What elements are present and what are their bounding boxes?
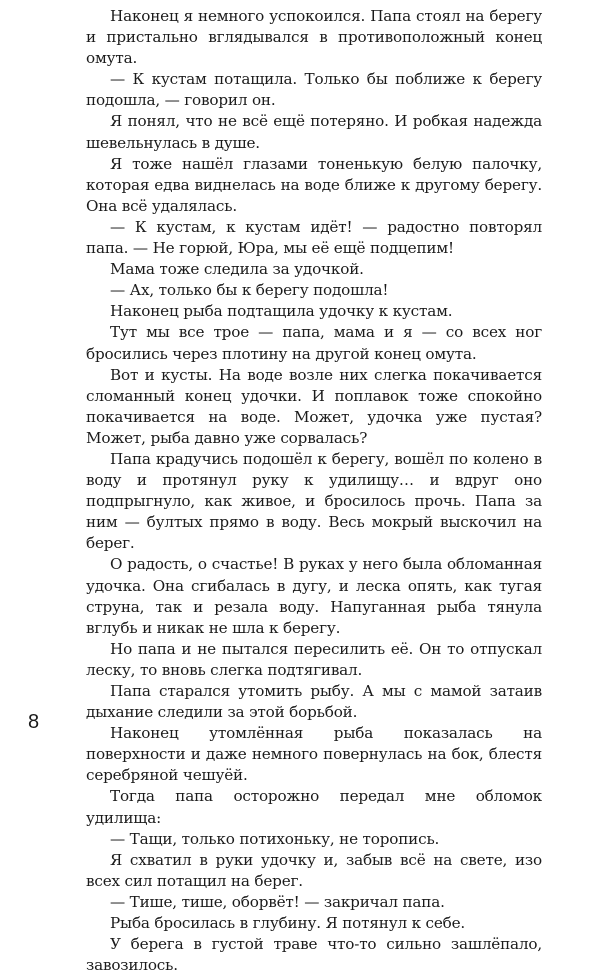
paragraph-12: О радость, о счастье! В руках у него была обломанная удочка. Она сгибалась в дугу, и леска опять, как тугая струна, так и резала воду. Напуганная рыба тянула вглубь и никак не шла к берегу. bbox=[86, 555, 542, 637]
story-text bbox=[86, 6, 542, 976]
paragraph-5: — К кустам, к кустам идёт! — радостно повторял папа. — Не горюй, Юра, мы её ещё подцепим! bbox=[86, 217, 542, 258]
paragraph-11: Папа крадучись подошёл к берегу, вошёл по колено в воду и протянул руку к удилищу… и вдруг оно подпрыгнуло, как живое, и бросилось прочь. Папа за ним — бултых прямо в воду. Весь мокрый выскочил на берег. bbox=[86, 449, 542, 553]
paragraph-4: Я тоже нашёл глазами тоненькую белую палочку, которая едва виднелась на воде ближе к другому берегу. Она всё удалялась. bbox=[86, 154, 542, 215]
paragraph-6: Мама тоже следила за удочкой. bbox=[110, 260, 364, 279]
paragraph-20: Рыба бросилась в глубину. Я потянул к себе. bbox=[110, 914, 466, 933]
paragraph-10: Вот и кусты. На воде возле них слегка покачивается сломанный конец удочки. И поплавок тоже спокойно покачивается на воде. Может, удочка уже пустая? Может, рыба давно уже сорвалась? bbox=[86, 365, 542, 447]
paragraph-3: Я понял, что не всё ещё потеряно. И робкая надежда шевельнулась в душе. bbox=[86, 112, 542, 152]
paragraph-8: Наконец рыба подтащила удочку к кустам. bbox=[110, 302, 453, 321]
paragraph-18: Я схватил в руки удочку и, забыв всё на свете, изо всех сил потащил на берег. bbox=[86, 850, 542, 890]
paragraph-16: Тогда папа осторожно передал мне обломок удилища: bbox=[86, 787, 542, 827]
paragraph-14: Папа старался утомить рыбу. А мы с мамой затаив дыхание следили за этой борьбой. bbox=[86, 682, 542, 722]
page-number: 8 bbox=[28, 711, 40, 733]
paragraph-17: — Тащи, только потихоньку, не торопись. bbox=[110, 829, 440, 848]
paragraph-1: Наконец я немного успокоился. Папа стоял на берегу и пристально вглядывался в противоположный конец омута. bbox=[86, 7, 542, 68]
paragraph-13: Но папа и не пытался пересилить её. Он то отпускал леску, то вновь слегка подтягивал. bbox=[86, 639, 542, 679]
paragraph-19: — Тише, тише, оборвёт! — закричал папа. bbox=[110, 892, 445, 911]
paragraph-9: Тут мы все трое — папа, мама и я — со всех ног бросились через плотину на другой конец омута. bbox=[86, 323, 542, 363]
paragraph-7: — Ах, только бы к берегу подошла! bbox=[110, 281, 389, 300]
paragraph-2: — К кустам потащила. Только бы поближе к берегу подошла, — говорил он. bbox=[86, 70, 542, 110]
paragraph-21: У берега в густой траве что-то сильно зашлёпало, завозилось. bbox=[86, 935, 542, 975]
paragraph-15: Наконец утомлённая рыба показалась на поверхности и даже немного повернулась на бок, блестя серебряной чешуёй. bbox=[86, 724, 542, 785]
